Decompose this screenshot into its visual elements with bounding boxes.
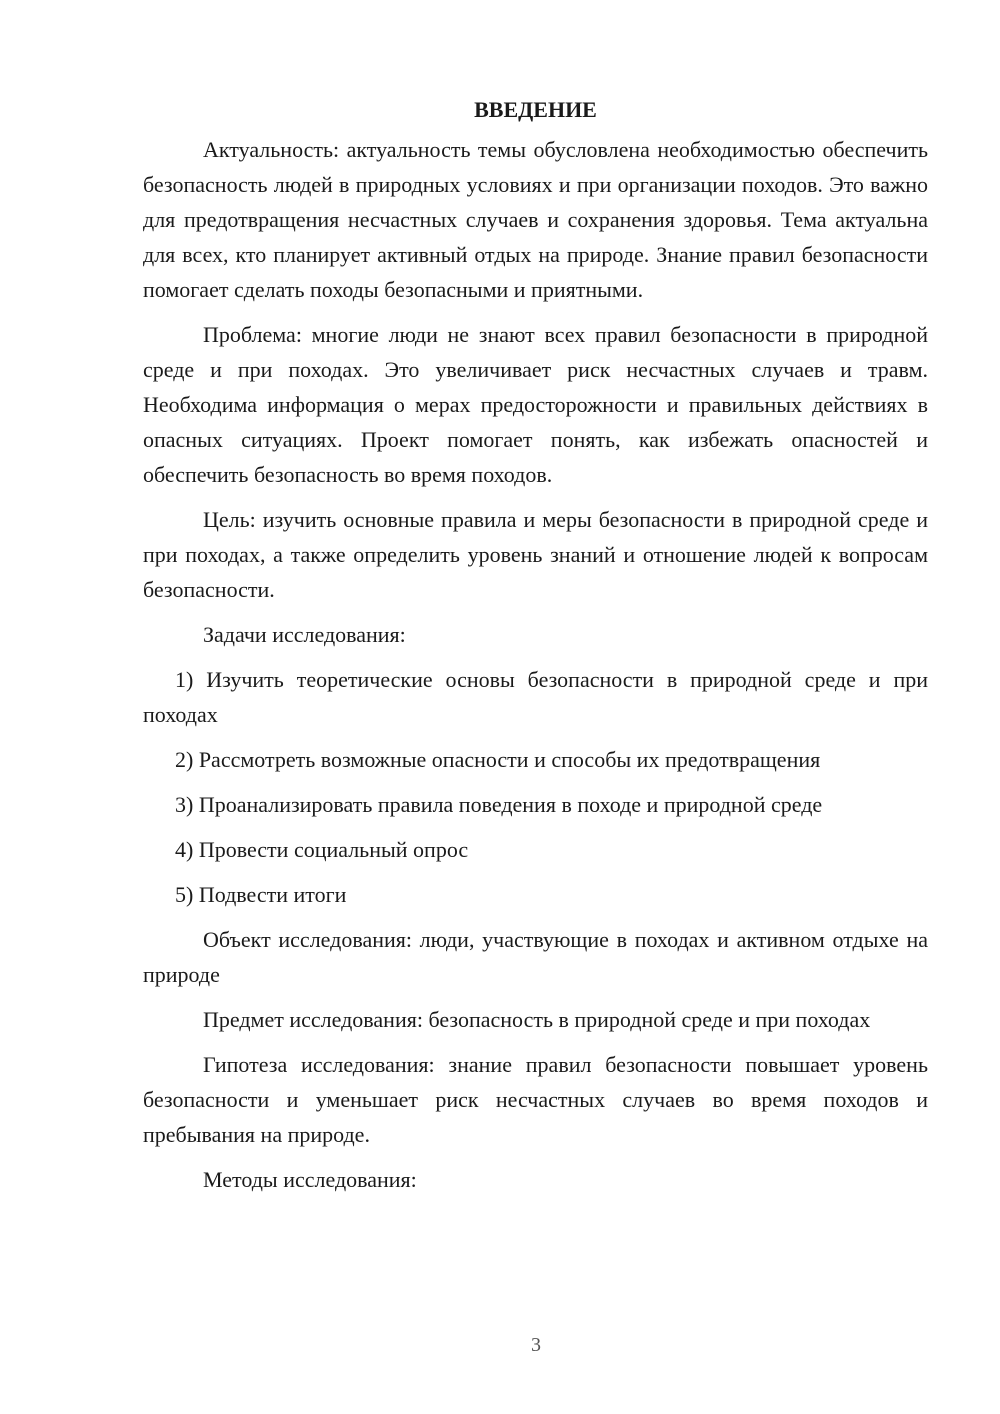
paragraph-hypothesis: Гипотеза исследования: знание правил безопасности повышает уровень безопасности и уменьшает риск несчастных случаев во время походов и пребывания на природе.	[143, 1052, 928, 1147]
methods-heading: Методы исследования:	[203, 1167, 417, 1192]
paragraph-subject: Предмет исследования: безопасность в природной среде и при походах	[203, 1007, 871, 1032]
paragraph-relevance: Актуальность: актуальность темы обусловлена необходимостью обеспечить безопасность людей в природных условиях и при организации походов. Это важно для предотвращения несчастных случаев и сохранения здоровья. Тема актуальна для всех, кто планирует активный отдых на природе. Знание правил безопасности помогает сделать походы безопасными и приятными.	[143, 137, 928, 302]
task-item-4: 4) Провести социальный опрос	[175, 837, 469, 862]
page-number: 3	[531, 1334, 541, 1356]
page-title: ВВЕДЕНИЕ	[474, 97, 597, 122]
task-item-3: 3) Проанализировать правила поведения в походе и природной среде	[175, 792, 823, 817]
task-item-2: 2) Рассмотреть возможные опасности и способы их предотвращения	[175, 747, 821, 772]
tasks-heading: Задачи исследования:	[203, 622, 406, 647]
paragraph-problem: Проблема: многие люди не знают всех правил безопасности в природной среде и при походах. Это увеличивает риск несчастных случаев и травм. Необходима информация о мерах предосторожности и правильных действиях в опасных ситуациях. Проект помогает понять, как избежать опасностей и обеспечить безопасность во время походов.	[143, 322, 928, 487]
task-item-5: 5) Подвести итоги	[175, 882, 347, 907]
task-item-1: 1) Изучить теоретические основы безопасности в природной среде и при походах	[143, 667, 928, 727]
page-content	[143, 92, 928, 1207]
paragraph-object: Объект исследования: люди, участвующие в походах и активном отдыхе на природе	[143, 927, 928, 987]
paragraph-goal: Цель: изучить основные правила и меры безопасности в природной среде и при походах, а также определить уровень знаний и отношение людей к вопросам безопасности.	[143, 507, 928, 602]
